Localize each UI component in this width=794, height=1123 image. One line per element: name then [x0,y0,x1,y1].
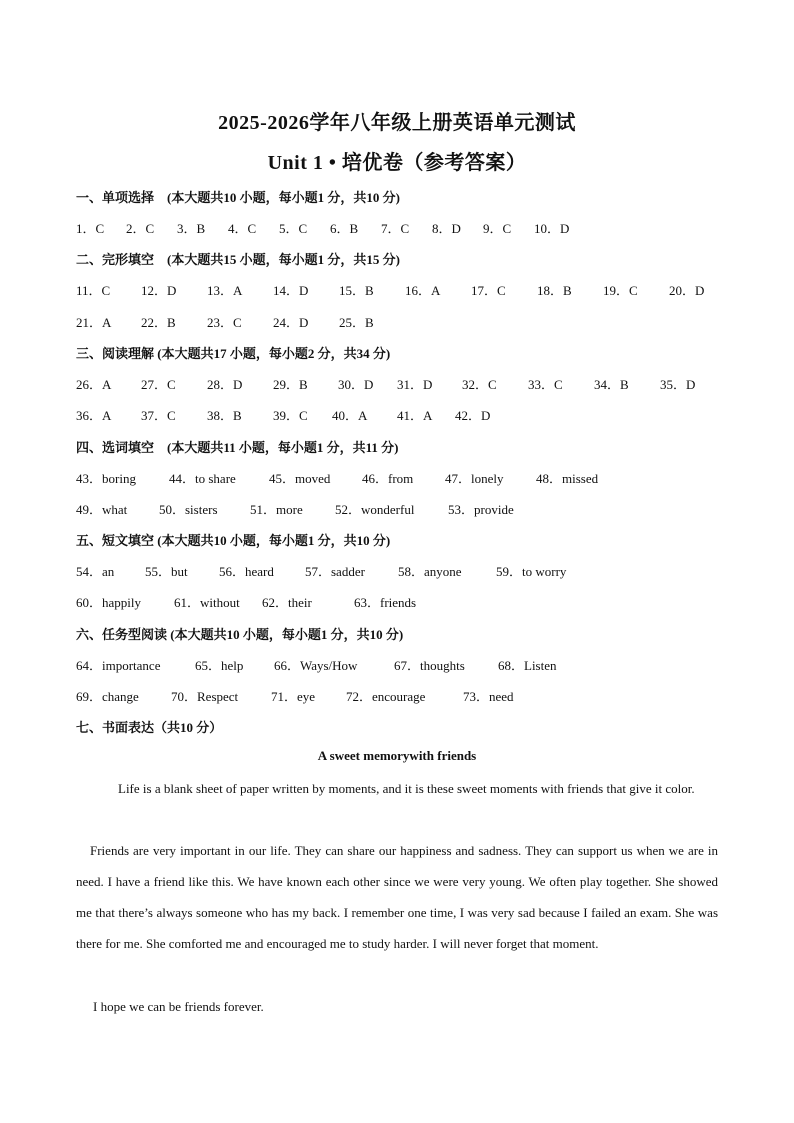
answer-item: 72．encourage [346,689,426,704]
answer-item: 67．thoughts [394,658,465,673]
answer-item: 51．more [250,502,303,517]
answer-row [76,468,736,486]
answer-item: 60．happily [76,595,141,610]
answer-item: 8．D [432,221,461,236]
section-heading-7: 七、书面表达（共10 分） [76,720,223,735]
answer-item: 54．an [76,564,115,579]
section-heading-3: 三、阅读理解 (本大题共17 小题，每小题2 分，共34 分) [76,346,391,361]
answer-row [76,312,736,330]
answer-item: 71．eye [271,689,316,704]
answer-item: 19．C [603,283,638,298]
answer-row [76,218,736,236]
answer-item: 36．A [76,408,112,423]
answer-item: 30．D [338,377,374,392]
answer-item: 52．wonderful [335,502,415,517]
answer-item: 47．lonely [445,471,504,486]
answer-item: 44．to share [169,471,236,486]
answer-item: 16．A [405,283,441,298]
essay-paragraph-1: Life is a blank sheet of paper written by moments, and it is these sweet moments with friends that give it color. [118,781,695,796]
answer-item: 18．B [537,283,572,298]
answer-row [76,686,736,704]
answer-item: 53．provide [448,502,514,517]
answer-item: 14．D [273,283,309,298]
answer-item: 27．C [141,377,176,392]
answer-item: 69．change [76,689,139,704]
answer-item: 62．their [262,595,312,610]
answer-item: 28．D [207,377,243,392]
answer-item: 22．B [141,315,176,330]
answer-item: 11．C [76,283,111,298]
answer-item: 46．from [362,471,414,486]
answer-item: 73．need [463,689,514,704]
essay-paragraph-3: I hope we can be friends forever. [93,999,264,1014]
answer-item: 23．C [207,315,242,330]
answer-item: 48．missed [536,471,599,486]
answer-item: 20．D [669,283,705,298]
answer-item: 2．C [126,221,155,236]
answer-item: 32．C [462,377,497,392]
answer-item: 5．C [279,221,308,236]
answer-item: 13．A [207,283,243,298]
answer-item: 24．D [273,315,309,330]
section-heading-2: 二、完形填空 (本大题共15 小题，每小题1 分，共15 分) [76,252,400,267]
answer-item: 39．C [273,408,308,423]
answer-item: 68．Listen [498,658,557,673]
answer-item: 33．C [528,377,563,392]
answer-item: 15．B [339,283,374,298]
answer-item: 50．sisters [159,502,218,517]
answer-row [76,280,736,298]
answer-item: 10．D [534,221,570,236]
answer-item: 70．Respect [171,689,239,704]
answer-item: 31．D [397,377,433,392]
essay-paragraph-2: Friends are very important in our life. They can share our happiness and sadness. They can support us when we are in need. I have a friend like this. We have known each other since we were very young. We often play together. She showed me that there’s always someone who has my back. I remember one time, I was very sad because I failed an exam. She was there for me. She comforted me and encouraged me to study harder. I will never forget that moment. [76,843,718,951]
answer-row [76,374,736,392]
answer-item: 43．boring [76,471,136,486]
page-subtitle: Unit 1 • 培优卷（参考答案） [267,152,527,174]
answer-item: 61．without [174,595,240,610]
answer-item: 45．moved [269,471,331,486]
answer-row [76,499,736,517]
answer-item: 49．what [76,502,128,517]
section-heading-6: 六、任务型阅读 (本大题共10 小题，每小题1 分，共10 分) [76,627,404,642]
answer-item: 1．C [76,221,105,236]
answer-item: 65．help [195,658,244,673]
answer-row [76,405,736,423]
answer-row [76,592,736,610]
answer-row [76,561,736,579]
answer-item: 21．A [76,315,112,330]
answer-item: 26．A [76,377,112,392]
answer-item: 42．D [455,408,491,423]
answer-item: 38．B [207,408,242,423]
answer-item: 7．C [381,221,410,236]
essay-title: A sweet memorywith friends [317,748,477,763]
answer-item: 29．B [273,377,308,392]
answer-item: 64．importance [76,658,161,673]
answer-item: 35．D [660,377,696,392]
answer-item: 55．but [145,564,188,579]
section-heading-4: 四、选词填空 (本大题共11 小题，每小题1 分，共11 分) [76,440,399,455]
answer-item: 9．C [483,221,512,236]
answer-item: 34．B [594,377,629,392]
answer-item: 6．B [330,221,359,236]
answer-item: 25．B [339,315,374,330]
answer-item: 37．C [141,408,176,423]
answer-item: 63．friends [354,595,417,610]
section-heading-1: 一、单项选择 (本大题共10 小题，每小题1 分，共10 分) [76,190,400,205]
answer-item: 41．A [397,408,433,423]
answer-item: 12．D [141,283,177,298]
answer-item: 66．Ways/How [274,658,358,673]
answer-item: 40．A [332,408,368,423]
answer-item: 56．heard [219,564,274,579]
answer-item: 57．sadder [305,564,365,579]
section-heading-5: 五、短文填空 (本大题共10 小题，每小题1 分，共10 分) [76,533,391,548]
answer-item: 59．to worry [496,564,567,579]
answer-item: 17．C [471,283,506,298]
answer-row [76,655,736,673]
answer-item: 4．C [228,221,257,236]
answer-item: 58．anyone [398,564,462,579]
answer-item: 3．B [177,221,206,236]
page-title: 2025-2026学年八年级上册英语单元测试 [218,112,576,134]
